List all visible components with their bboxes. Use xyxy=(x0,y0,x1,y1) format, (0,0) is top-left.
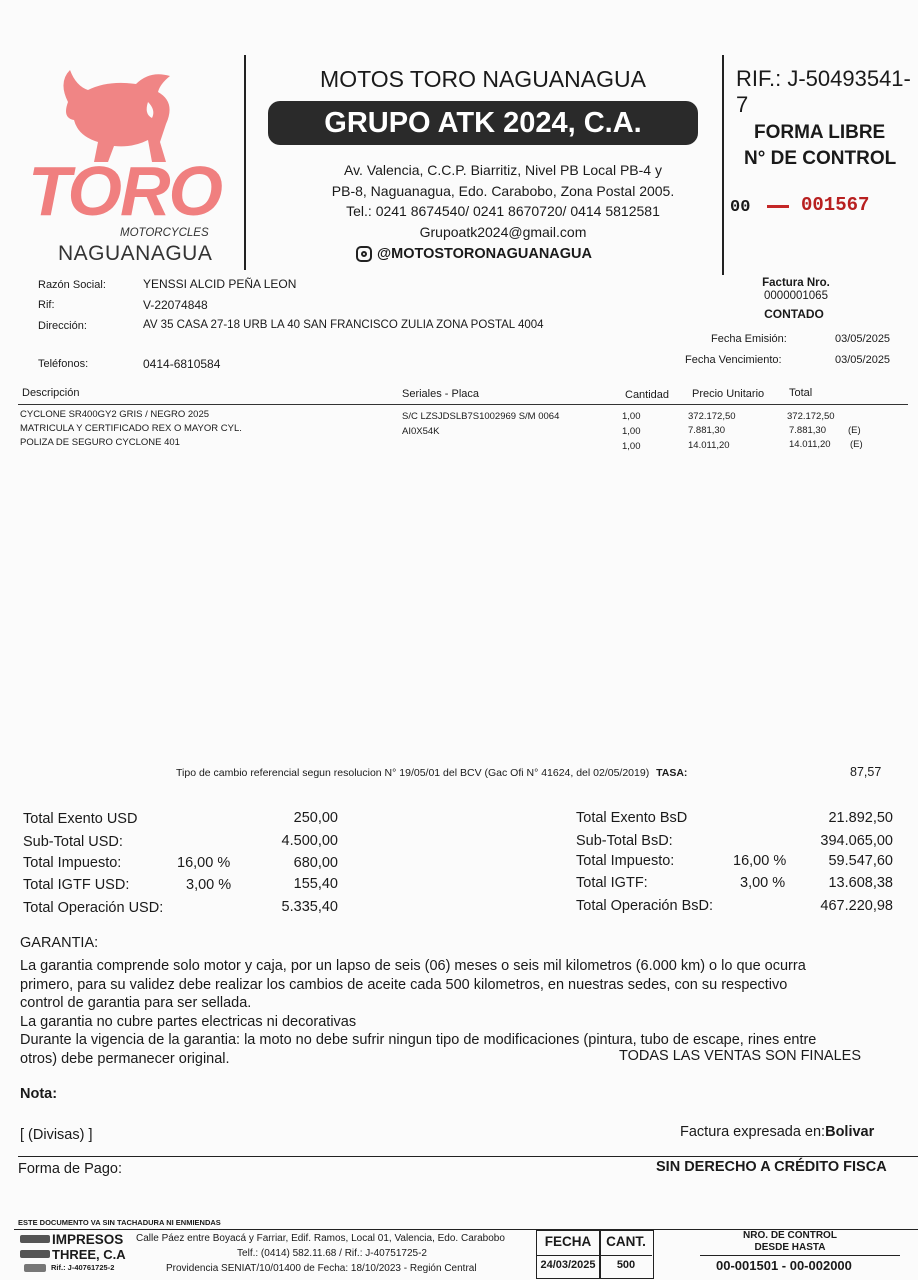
tel-label: Teléfonos: xyxy=(38,358,89,370)
garantia-line: Durante la vigencia de la garantia: la moto no debe sufrir ningun tipo de modificaciones (pintura, tubo de escape, rines entre xyxy=(20,1032,817,1048)
control-label: N° DE CONTROL xyxy=(744,148,897,169)
footer-notice: ESTE DOCUMENTO VA SIN TACHADURA NI ENMIENDAS xyxy=(18,1218,221,1227)
row-tax-flag: (E) xyxy=(850,439,863,450)
company-email: Grupoatk2024@gmail.com xyxy=(419,223,587,240)
printer-providencia: Providencia SENIAT/10/01400 de Fecha: 18/10/2023 - Región Central xyxy=(166,1263,477,1274)
operacion-bsd-label: Total Operación BsD: xyxy=(576,898,714,914)
sin-derecho-credito: SIN DERECHO A CRÉDITO FISCA xyxy=(656,1159,887,1175)
row-tax-flag: (E) xyxy=(848,425,861,436)
total-exento-usd-value: 250,00 xyxy=(293,810,338,826)
expresada-label: Factura expresada en: xyxy=(680,1124,826,1140)
factura-number: 0000001065 xyxy=(764,290,828,302)
printer-bar-icon xyxy=(20,1250,50,1258)
operacion-usd-value: 5.335,40 xyxy=(281,899,338,915)
subtotal-bsd-label: Sub-Total BsD: xyxy=(576,833,673,849)
subtotal-usd-label: Sub-Total USD: xyxy=(23,834,123,850)
company-name: GRUPO ATK 2024, C.A. xyxy=(268,101,698,145)
impuesto-bsd-label: Total Impuesto: xyxy=(576,853,675,869)
subtotal-bsd-value: 394.065,00 xyxy=(820,833,893,849)
row-qty: 1,00 xyxy=(622,426,641,437)
vencimiento-value: 03/05/2025 xyxy=(835,354,891,366)
igtf-bsd-pct: 3,00 % xyxy=(740,875,786,891)
impuesto-usd-label: Total Impuesto: xyxy=(23,855,122,871)
row-total: 14.011,20 xyxy=(789,439,831,450)
table-header-rule xyxy=(18,404,908,405)
printer-address: Calle Páez entre Boyacá y Farriar, Edif. Ramos, Local 01, Valencia, Edo. Carabobo xyxy=(136,1233,505,1244)
razon-value: YENSSI ALCID PEÑA LEON xyxy=(143,277,297,291)
forma-libre: FORMA LIBRE xyxy=(754,122,886,143)
impuesto-bsd-pct: 16,00 % xyxy=(733,853,787,869)
row-description: CYCLONE SR400GY2 GRIS / NEGRO 2025 xyxy=(20,409,210,420)
row-total: 372.172,50 xyxy=(787,411,835,422)
total-exento-usd-label: Total Exento USD xyxy=(23,811,138,827)
emision-value: 03/05/2025 xyxy=(835,333,891,345)
fecha-value: 24/03/2025 xyxy=(540,1259,596,1271)
operacion-bsd-value: 467.220,98 xyxy=(820,898,893,914)
expresada-value: Bolivar xyxy=(825,1124,875,1140)
garantia-line: otros) debe permanecer original. xyxy=(20,1050,230,1067)
address-line-2: PB-8, Naguanagua, Edo. Carabobo, Zona Postal 2005. xyxy=(331,182,675,199)
cant-value: 500 xyxy=(616,1259,636,1271)
garantia-title: GARANTIA: xyxy=(20,935,99,951)
printer-bar-icon xyxy=(24,1264,46,1272)
exchange-note xyxy=(176,767,687,779)
printer-name-2: THREE, C.A xyxy=(52,1247,126,1262)
row-description: MATRICULA Y CERTIFICADO REX O MAYOR CYL. xyxy=(20,423,242,434)
printer-bar-icon xyxy=(20,1235,50,1243)
col-header-total: Total xyxy=(789,387,813,399)
emision-label: Fecha Emisión: xyxy=(711,333,787,345)
col-header-descripcion: Descripción xyxy=(22,387,80,399)
row-description: POLIZA DE SEGURO CYCLONE 401 xyxy=(20,437,180,448)
control-dash xyxy=(767,205,789,208)
company-phones: Tel.: 0241 8674540/ 0241 8670720/ 0414 5812581 xyxy=(346,203,660,219)
cant-label: CANT. xyxy=(606,1234,646,1249)
moneda-expresada xyxy=(680,1124,874,1140)
total-exento-bsd-label: Total Exento BsD xyxy=(576,810,688,826)
dir-value: AV 35 CASA 27-18 URB LA 40 SAN FRANCISCO ZULIA ZONA POSTAL 4004 xyxy=(143,319,544,331)
row-serial: AI0X54K xyxy=(402,426,440,437)
impuesto-usd-pct: 16,00 % xyxy=(177,855,231,871)
row-total: 7.881,30 xyxy=(789,425,826,436)
instagram-handle xyxy=(356,246,592,262)
tasa-value: 87,57 xyxy=(850,765,882,779)
igtf-bsd-label: Total IGTF: xyxy=(576,875,648,891)
printer-rif: Rif.: J-40761725-2 xyxy=(51,1263,115,1272)
col-header-seriales: Seriales - Placa xyxy=(402,388,480,400)
dir-label: Dirección: xyxy=(38,320,87,332)
forma-pago-label: Forma de Pago: xyxy=(18,1161,122,1177)
razon-label: Razón Social: xyxy=(38,279,106,291)
divisas-label: [ (Divisas) ] xyxy=(20,1127,93,1143)
desde-hasta-label: DESDE HASTA xyxy=(754,1242,826,1253)
row-qty: 1,00 xyxy=(622,411,641,422)
vencimiento-label: Fecha Vencimiento: xyxy=(685,354,782,366)
row-unit-price: 14.011,20 xyxy=(688,440,730,451)
printer-phone: Telf.: (0414) 582.11.68 / Rif.: J-40751725-2 xyxy=(237,1248,427,1259)
fecha-label: FECHA xyxy=(544,1234,592,1249)
forma-pago-rule xyxy=(18,1156,918,1157)
row-serial: S/C LZSJDSLB7S1002969 S/M 0064 xyxy=(402,411,560,422)
store-name: MOTOS TORO NAGUANAGUA xyxy=(320,66,646,92)
control-range-rule xyxy=(700,1255,900,1256)
impuesto-bsd-value: 59.547,60 xyxy=(828,853,893,869)
tel-value: 0414-6810584 xyxy=(143,357,221,371)
total-exento-bsd-value: 21.892,50 xyxy=(828,810,893,826)
header-divider-left xyxy=(244,55,246,270)
garantia-line: La garantia no cubre partes electricas ni decorativas xyxy=(20,1013,357,1030)
igtf-usd-label: Total IGTF USD: xyxy=(23,877,130,893)
subtotal-usd-value: 4.500,00 xyxy=(281,833,338,849)
nota-label: Nota: xyxy=(20,1086,58,1102)
logo-city: NAGUANAGUA xyxy=(58,242,213,265)
operacion-usd-label: Total Operación USD: xyxy=(23,900,164,916)
company-rif: RIF.: J-50493541-7 xyxy=(736,66,911,117)
ventas-finales: TODAS LAS VENTAS SON FINALES xyxy=(619,1048,862,1064)
factura-label: Factura Nro. xyxy=(762,277,830,289)
garantia-line: control de garantia para ser sellada. xyxy=(20,995,252,1011)
exchange-text: Tipo de cambio referencial segun resolucion N° 19/05/01 del BCV (Gac Ofi N° 41624, del 02/05/2019) xyxy=(176,767,650,779)
control-number: 001567 xyxy=(801,194,870,216)
col-header-precio: Precio Unitario xyxy=(692,388,765,400)
instagram-text: @MOTOSTORONAGUANAGUA xyxy=(377,246,592,262)
rif-value: V-22074848 xyxy=(143,298,208,312)
company-address xyxy=(268,160,738,242)
logo-wordmark: TORO xyxy=(28,152,221,230)
control-range: 00-001501 - 00-002000 xyxy=(716,1258,852,1273)
row-qty: 1,00 xyxy=(622,441,641,452)
address-line-1: Av. Valencia, C.C.P. Biarritiz, Nivel PB Local PB-4 y xyxy=(344,162,662,178)
igtf-usd-pct: 3,00 % xyxy=(186,877,232,893)
garantia-line: La garantia comprende solo motor y caja, por un lapso de seis (06) meses o seis mil kilometros (6.000 km) o lo que ocurra xyxy=(20,958,806,974)
control-prefix: 00 xyxy=(730,198,751,217)
igtf-usd-value: 155,40 xyxy=(293,876,338,892)
printer-name-1: IMPRESOS xyxy=(52,1232,124,1247)
row-unit-price: 372.172,50 xyxy=(688,411,736,422)
instagram-icon xyxy=(356,246,372,262)
impuesto-usd-value: 680,00 xyxy=(293,855,338,871)
rif-label: Rif: xyxy=(38,299,55,311)
col-header-cantidad: Cantidad xyxy=(625,389,670,401)
tasa-label: TASA: xyxy=(656,767,688,779)
payment-condition: CONTADO xyxy=(764,307,824,321)
logo-tagline: MOTORCYCLES xyxy=(120,227,209,239)
nro-control-label: NRO. DE CONTROL xyxy=(743,1230,837,1241)
garantia-line: primero, para su validez debe realizar los cambios de aceite cada 500 kilometros, en nuestras sedes, con su respectivo xyxy=(20,976,788,993)
row-unit-price: 7.881,30 xyxy=(688,425,725,436)
igtf-bsd-value: 13.608,38 xyxy=(828,875,893,891)
